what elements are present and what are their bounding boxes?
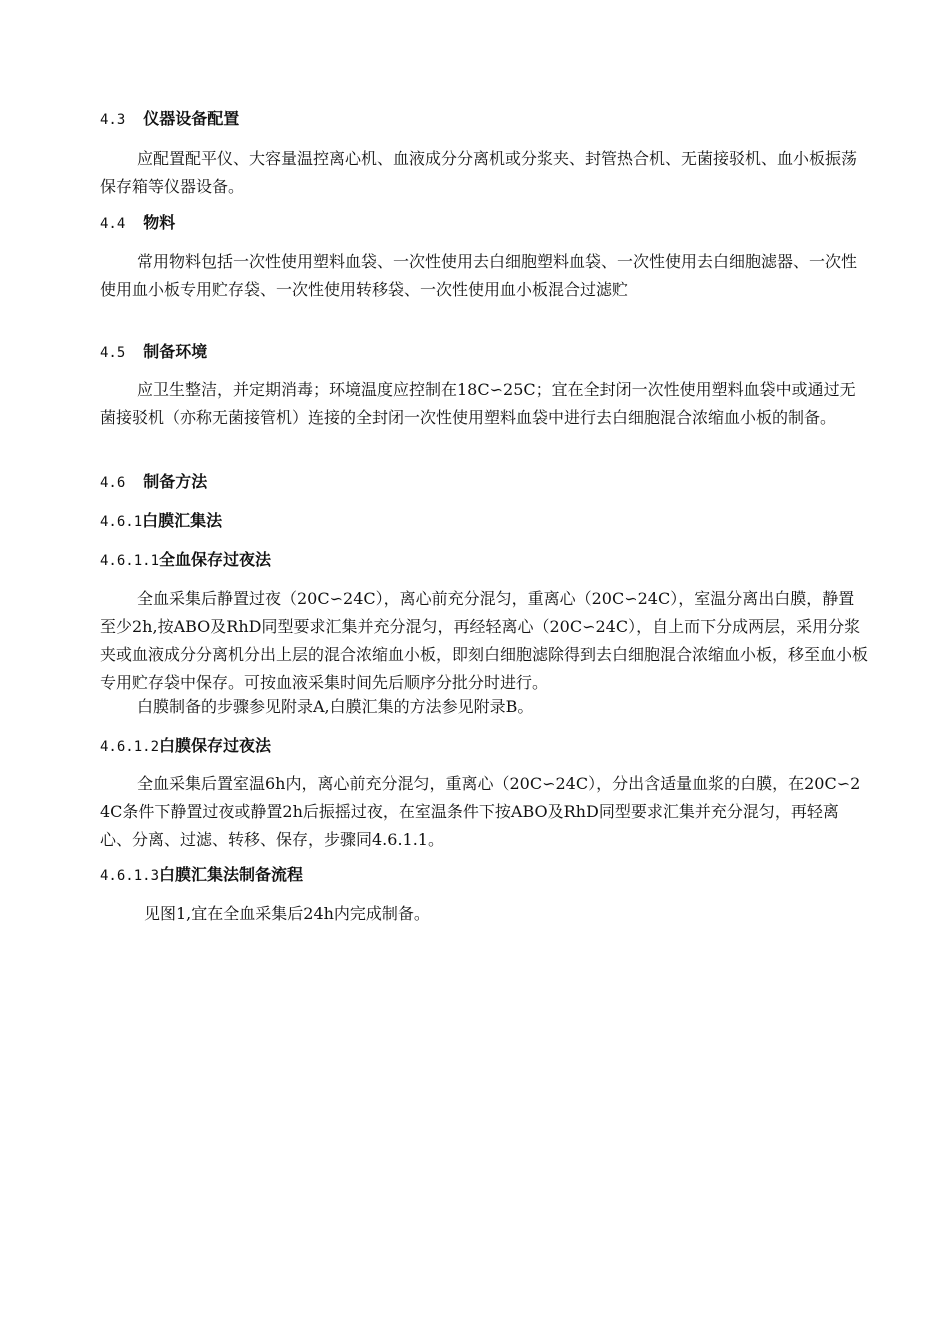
paragraph-materials: 常用物料包括一次性使用塑料血袋、一次性使用去白细胞塑料血袋、一次性使用去白细胞滤器、一次性使用血小板专用贮存袋、一次性使用转移袋、一次性使用血小板混合过滤贮 — [100, 252, 858, 299]
paragraph-whole-blood-overnight: 全血采集后静置过夜（20C∽24C），离心前充分混匀，重离心（20C∽24C），室温分离出白膜，静置至少2h,按ABO及RhD同型要求汇集并充分混匀，再经轻离心（20C∽24C），自上而下分成两层，采用分浆夹或血液成分分离机分出上层的混合浓缩血小板，即刻白细胞滤除得到去白细胞混合浓缩血小板，移至血小板专用贮存袋中保存。可按血液采集时间先后顺序分批分时进行。 — [100, 589, 869, 692]
section-number: 4.6.1 — [100, 514, 143, 530]
section-number: 4.6.1.2 — [100, 739, 160, 755]
section-title: 白膜汇集法 — [142, 511, 223, 530]
section-heading-4-6-1 — [100, 511, 222, 532]
section-title: 制备方法 — [143, 472, 208, 491]
section-heading-4-5 — [100, 342, 207, 363]
paragraph-environment: 应卫生整洁，并定期消毒；环境温度应控制在18C∽25C；宜在全封闭一次性使用塑料血袋中或通过无菌接驳机（亦称无菌接管机）连接的全封闭一次性使用塑料血袋中进行去白细胞混合浓缩血小板的制备。 — [100, 380, 856, 427]
section-number: 4.6 — [100, 475, 126, 491]
section-title: 制备环境 — [143, 342, 208, 361]
section-number: 4.5 — [100, 345, 126, 361]
section-heading-4-6 — [100, 472, 207, 493]
paragraph-appendix-reference: 白膜制备的步骤参见附录A,白膜汇集的方法参见附录B。 — [137, 697, 534, 716]
paragraph-buffy-coat-overnight: 全血采集后置室温6h内，离心前充分混匀，重离心（20C∽24C），分出含适量血浆的白膜，在20C∽24C条件下静置过夜或静置2h后振摇过夜，在室温条件下按ABO及RhD同型要求汇集并充分混匀，再轻离心、分离、过滤、转移、保存，步骤同4.6.1.1。 — [100, 774, 861, 849]
section-title: 白膜保存过夜法 — [159, 736, 272, 755]
section-heading-4-3 — [100, 109, 239, 130]
section-title: 物料 — [143, 213, 176, 232]
section-title: 全血保存过夜法 — [159, 550, 272, 569]
paragraph-process-flow: 见图1,宜在全血采集后24h内完成制备。 — [144, 904, 430, 923]
section-heading-4-6-1-1 — [100, 550, 271, 571]
section-number: 4.4 — [100, 216, 126, 232]
paragraph-equipment: 应配置配平仪、大容量温控离心机、血液成分分离机或分浆夹、封管热合机、无菌接驳机、血小板振荡保存箱等仪器设备。 — [100, 149, 858, 196]
section-number: 4.3 — [100, 112, 126, 128]
section-heading-4-4 — [100, 213, 175, 234]
section-heading-4-6-1-2 — [100, 736, 271, 757]
section-title: 仪器设备配置 — [143, 109, 240, 128]
section-number: 4.6.1.3 — [100, 868, 160, 884]
section-title: 白膜汇集法制备流程 — [159, 865, 304, 884]
section-heading-4-6-1-3 — [100, 865, 303, 886]
section-number: 4.6.1.1 — [100, 553, 160, 569]
